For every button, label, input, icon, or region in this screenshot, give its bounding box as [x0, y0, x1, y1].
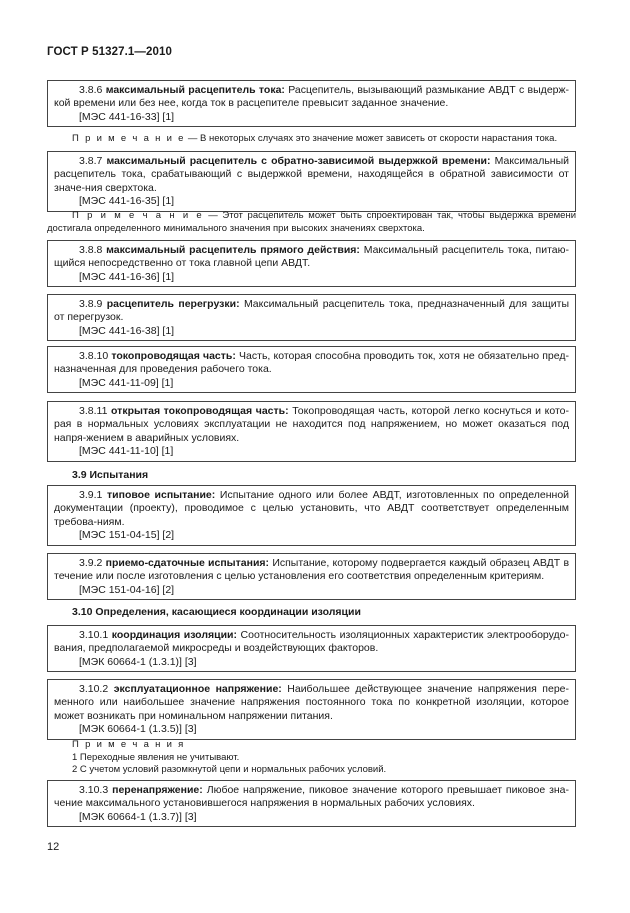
section-heading: 3.9 Испытания	[72, 469, 149, 481]
entry-term: приемо-сдаточные испытания:	[105, 557, 270, 569]
entry-reference: [МЭК 60664-1 (1.3.7)] [3]	[79, 810, 197, 823]
entry-reference: [МЭС 441-16-38] [1]	[79, 324, 175, 337]
entry-definition: Любое напряжение, пиковое значение которого превышает пиковое зна-чение максимального установившегося напряжения в нормальных рабочих условиях.	[54, 784, 570, 810]
notes-list	[72, 739, 386, 777]
entry-number: 3.8.7	[79, 155, 103, 167]
entry-reference: [МЭС 151-04-15] [2]	[79, 529, 175, 542]
entry-term: координация изоляции:	[111, 629, 237, 641]
note-label: П р и м е ч а н и е	[72, 133, 186, 144]
entry-definition: Максимальный расцепитель тока, предназначенный для защиты от перегрузок.	[54, 298, 569, 324]
definition-box	[47, 294, 576, 341]
entry-term: максимальный расцепитель тока:	[105, 84, 285, 96]
note-label: П р и м е ч а н и е	[72, 210, 204, 221]
note	[47, 133, 576, 146]
entry-definition: Токопроводящая часть, которой легко коснуться и кото-рая в нормальных условиях эксплуатации не находится под напряжением, но может оказаться под напря-жением в аварийных условиях.	[54, 405, 570, 444]
entry-term: открытая токопроводящая часть:	[111, 405, 289, 417]
definition-box	[47, 485, 576, 546]
entry-definition: Максимальный расцепитель тока, питаю-щийся непосредственно от тока главной цепи АВДТ.	[54, 244, 569, 270]
note-item: 1 Переходные явления не учитывают.	[72, 751, 240, 763]
entry-definition: Наибольшее действующее значение напряжения пере-менного или наибольшее значение напряжения постоянного тока по конкретной изоляции, которое может возникать при номинальном напряжении питания.	[54, 683, 570, 722]
note-text: — В некоторых случаях это значение может зависеть от скорости нарастания тока.	[187, 133, 558, 144]
page-number: 12	[47, 841, 60, 853]
entry-number: 3.9.1	[79, 489, 103, 501]
note	[47, 210, 576, 235]
entry-number: 3.8.10	[79, 350, 109, 362]
entry-definition: Максимальный расцепитель тока, срабатывающий с выдержкой времени, находящейся в обратной зависимости от значе-ния сверхтока.	[54, 155, 570, 194]
entry-reference: [МЭК 60664-1 (1.3.5)] [3]	[79, 723, 197, 736]
definition-box	[47, 151, 576, 212]
entry-reference: [МЭС 151-04-16] [2]	[79, 583, 175, 596]
document-header: ГОСТ Р 51327.1—2010	[47, 46, 172, 58]
definition-box	[47, 679, 576, 740]
entry-term: максимальный расцепитель с обратно-зависимой выдержкой времени:	[106, 155, 491, 167]
entry-term: максимальный расцепитель прямого действия:	[106, 244, 360, 256]
entry-term: расцепитель перегрузки:	[106, 298, 240, 310]
entry-definition: Часть, которая способна проводить ток, хотя не обязательно пред-назначенная для проведения рабочего тока.	[54, 350, 570, 376]
entry-term: токопроводящая часть:	[111, 350, 236, 362]
entry-definition: Испытание одного или более АВДТ, изготовленных по определенной документации (проекту), проводимое с целью установить, что АВДТ соответствует определенным требова-ниям.	[54, 489, 570, 528]
entry-number: 3.8.8	[79, 244, 103, 256]
entry-number: 3.10.1	[79, 629, 109, 641]
definition-box	[47, 401, 576, 462]
section-heading: 3.10 Определения, касающиеся координации изоляции	[72, 606, 361, 618]
notes-label: П р и м е ч а н и я	[72, 739, 186, 750]
entry-reference: [МЭК 60664-1 (1.3.1)] [3]	[79, 655, 197, 668]
entry-number: 3.10.2	[79, 683, 109, 695]
entry-reference: [МЭС 441-16-36] [1]	[79, 270, 175, 283]
entry-number: 3.9.2	[79, 557, 103, 569]
entry-definition: Испытание, которому подвергается каждый образец АВДТ в течение или после изготовления с целью установления его соответствия определенным критериям.	[54, 557, 570, 583]
entry-number: 3.8.9	[79, 298, 103, 310]
entry-number: 3.8.6	[79, 84, 103, 96]
entry-number: 3.10.3	[79, 784, 109, 796]
definition-box	[47, 625, 576, 672]
entry-number: 3.8.11	[79, 405, 108, 417]
entry-reference: [МЭС 441-16-33] [1]	[79, 110, 175, 123]
entry-term: перенапряжение:	[112, 784, 203, 796]
note-text: — Этот расцепитель может быть спроектирован так, чтобы выдержка времени достигала определенного минимального значения при высоких значениях сверхтока.	[47, 210, 577, 234]
entry-reference: [МЭС 441-11-09] [1]	[79, 376, 174, 389]
definition-box	[47, 240, 576, 287]
definition-box	[47, 346, 576, 393]
definition-box	[47, 80, 576, 127]
entry-reference: [МЭС 441-11-10] [1]	[79, 445, 174, 458]
entry-term: эксплуатационное напряжение:	[113, 683, 282, 695]
entry-definition: Расцепитель, вызывающий размыкание АВДТ с выдерж-кой времени или без нее, когда ток в расцепителе превысит заданное значение.	[54, 84, 570, 110]
entry-definition: Соотносительность изоляционных характеристик электрооборудо-вания, предполагаемой микросреды и воздействующих факторов.	[54, 629, 570, 655]
entry-term: типовое испытание:	[107, 489, 216, 501]
definition-box	[47, 553, 576, 600]
definition-box	[47, 780, 576, 827]
entry-reference: [МЭС 441-16-35] [1]	[79, 195, 175, 208]
note-item: 2 С учетом условий разомкнутой цепи и нормальных рабочих условий.	[72, 764, 387, 776]
